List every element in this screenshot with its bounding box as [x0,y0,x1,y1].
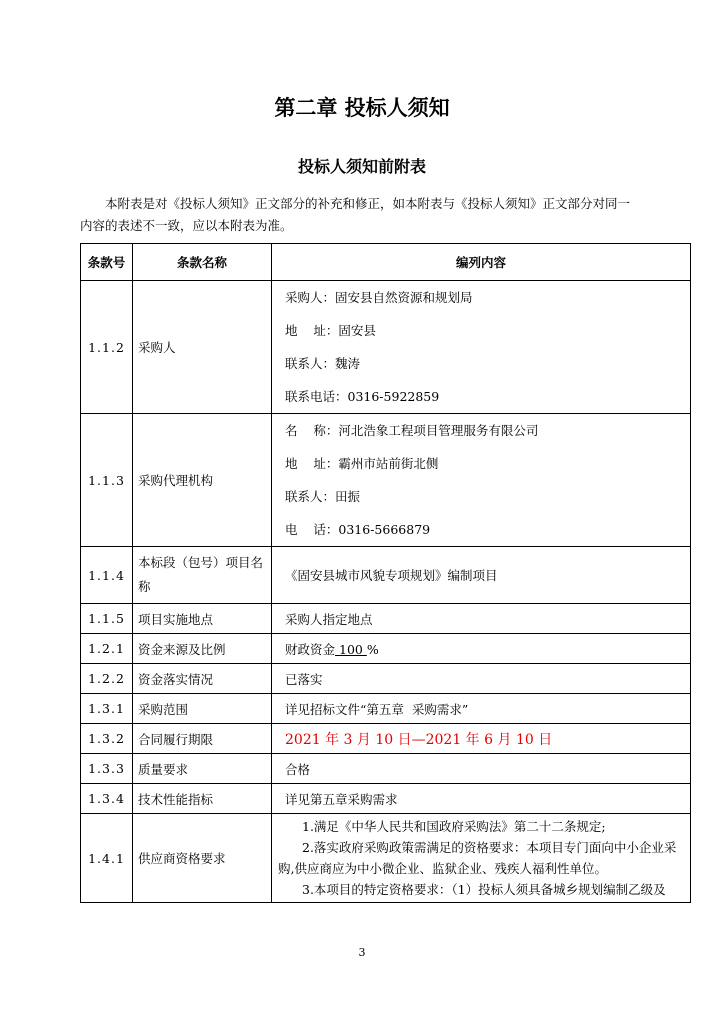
table-row [81,754,691,784]
table-row [81,664,691,694]
page-number: 3 [358,946,366,959]
table-row [81,634,691,664]
clause-no: 1.3.3 [81,754,133,784]
content-line: 名 称：河北浩象工程项目管理服务有限公司 [285,423,539,438]
qualification-paragraphs [278,814,686,902]
qualification-item: 1.满足《中华人民共和国政府采购法》第二十二条规定; [302,819,606,834]
clause-no: 1.2.2 [81,664,133,694]
clause-name: 合同履行期限 [133,724,272,754]
table-row [81,604,691,634]
clause-content [272,634,691,664]
content-line: 联系人：田振 [285,489,361,504]
content-line: 地 址：霸州市站前街北侧 [285,456,439,471]
intro-paragraph [80,193,650,237]
clause-no: 1.3.1 [81,694,133,724]
clause-name: 供应商资格要求 [133,814,272,903]
chapter-title: 第二章 投标人须知 [274,96,450,120]
table-row [81,724,691,754]
clause-name: 采购范围 [133,694,272,724]
clause-name-text: 本标段（包号）项目名称 [138,555,264,594]
header-clause-name: 条款名称 [133,244,272,281]
clause-content: 合格 [272,754,691,784]
qualification-item: 3.本项目的特定资格要求：（1）投标人须具备城乡规划编制乙级及 [302,882,666,897]
clause-content: 采购人指定地点 [272,604,691,634]
clause-name [133,547,272,604]
clause-content: 详见招标文件“第五章 采购需求” [272,694,691,724]
clause-content [272,414,691,547]
table-row [81,814,691,903]
clause-name: 采购代理机构 [133,414,272,547]
bidder-instructions-table [80,243,691,903]
clause-content [272,281,691,414]
funding-percent: 100 [335,641,367,657]
clause-content [272,814,691,903]
clause-name: 资金落实情况 [133,664,272,694]
clause-name: 采购人 [133,281,272,414]
contract-period: 2021 年 3 月 10 日—2021 年 6 月 10 日 [272,724,691,754]
clause-name: 技术性能指标 [133,784,272,814]
clause-no: 1.1.2 [81,281,133,414]
intro-line-2: 内容的表述不一致，应以本附表为准。 [80,218,293,233]
clause-no: 1.3.4 [81,784,133,814]
header-clause-no: 条款号 [81,244,133,281]
clause-no: 1.1.5 [81,604,133,634]
table-title: 投标人须知前附表 [297,157,426,176]
content-line: 采购人：固安县自然资源和规划局 [285,290,473,305]
clause-no: 1.2.1 [81,634,133,664]
clause-content: 已落实 [272,664,691,694]
content-line: 地 址：固安县 [285,323,376,338]
table-row [81,784,691,814]
content-line: 联系电话：0316-5922859 [285,389,440,404]
clause-name: 资金来源及比例 [133,634,272,664]
content-line: 联系人：魏涛 [285,356,361,371]
header-content: 编列内容 [272,244,691,281]
clause-no: 1.1.3 [81,414,133,547]
table-row [81,281,691,414]
clause-content: 《固安县城市风貌专项规划》编制项目 [272,547,691,604]
funding-source: 财政资金 [285,641,336,657]
content-line: 电 话：0316-5666879 [285,522,431,537]
clause-no: 1.3.2 [81,724,133,754]
clause-content: 详见第五章采购需求 [272,784,691,814]
table-header-row [81,244,691,281]
clause-no: 1.1.4 [81,547,133,604]
intro-line-1: 本附表是对《投标人须知》正文部分的补充和修正，如本附表与《投标人须知》正文部分对同一 [105,196,631,211]
clause-no: 1.4.1 [81,814,133,903]
clause-name: 质量要求 [133,754,272,784]
clause-name: 项目实施地点 [133,604,272,634]
table-row [81,414,691,547]
percent-sign: % [366,641,379,657]
qualification-item: 2.落实政府采购政策需满足的资格要求：本项目专门面向中小企业采购,供应商应为中小微企业、监狱企业、残疾人福利性单位。 [278,840,677,876]
table-row [81,547,691,604]
table-row [81,694,691,724]
